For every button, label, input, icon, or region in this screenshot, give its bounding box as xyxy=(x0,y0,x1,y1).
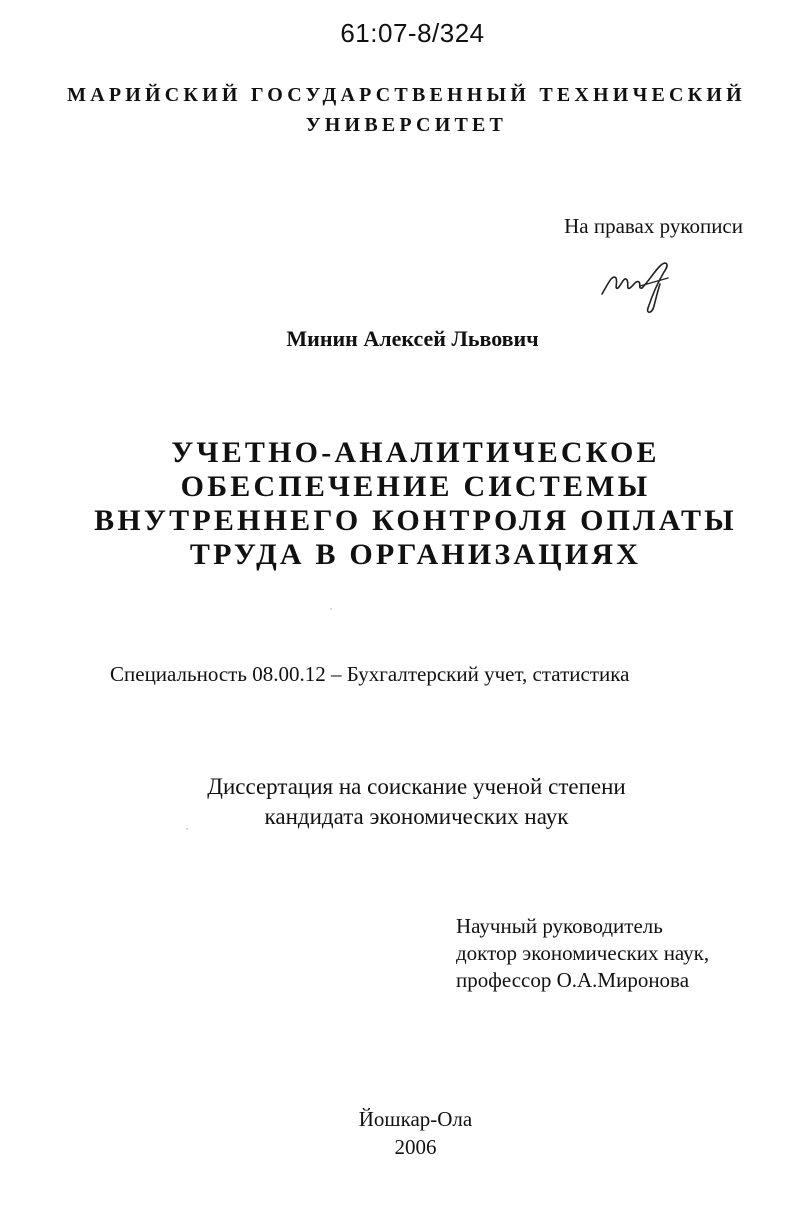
thesis-title-line-2: ОБЕСПЕЧЕНИЕ СИСТЕМЫ xyxy=(180,470,651,503)
thesis-title-line-4: ТРУДА В ОРГАНИЗАЦИЯХ xyxy=(189,538,642,571)
supervisor-block xyxy=(456,913,709,994)
university-name-line-2: УНИВЕРСИТЕТ xyxy=(305,114,508,136)
degree-line-2: кандидата экономических наук xyxy=(264,804,569,829)
manuscript-note: На правах рукописи xyxy=(564,214,743,238)
specialty: Специальность 08.00.12 – Бухгалтерский учет, статистика xyxy=(110,662,630,686)
thesis-title-line-3: ВНУТРЕННЕГО КОНТРОЛЯ ОПЛАТЫ xyxy=(94,504,737,537)
supervisor-line-1: Научный руководитель xyxy=(456,914,663,938)
year: 2006 xyxy=(394,1135,437,1159)
signature-icon xyxy=(596,258,686,318)
thesis-title-line-1: УЧЕТНО-АНАЛИТИЧЕСКОЕ xyxy=(171,436,660,469)
thesis-title xyxy=(0,436,795,572)
degree-line-1: Диссертация на соискание ученой степени xyxy=(207,774,626,799)
university-name-line-1: МАРИЙСКИЙ ГОСУДАРСТВЕННЫЙ ТЕХНИЧЕСКИЙ xyxy=(67,84,746,106)
university-name xyxy=(0,80,795,140)
degree-statement xyxy=(0,772,795,832)
supervisor-line-3: профессор О.А.Миронова xyxy=(456,968,690,992)
scan-speck xyxy=(330,608,332,610)
place-and-year xyxy=(0,1105,795,1161)
supervisor-line-2: доктор экономических наук, xyxy=(456,941,710,965)
city: Йошкар-Ола xyxy=(358,1107,473,1131)
catalog-number: 61:07-8/324 xyxy=(340,18,485,48)
scan-speck xyxy=(186,828,188,830)
author-name: Минин Алексей Львович xyxy=(286,326,539,351)
